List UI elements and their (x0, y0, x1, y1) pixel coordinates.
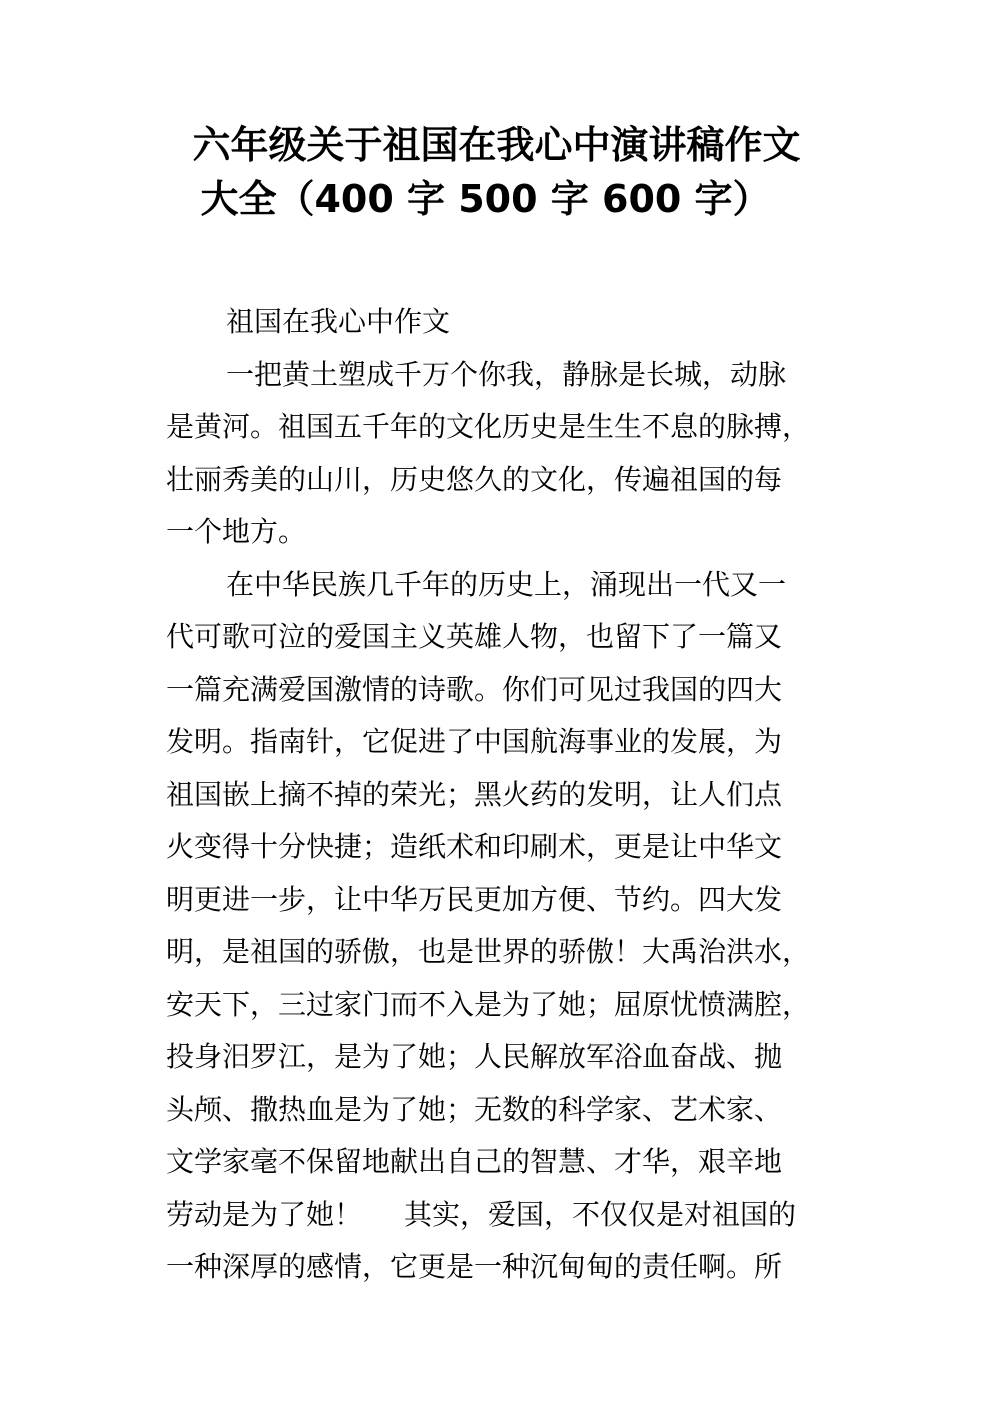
paragraph-1-line: 一把黄土塑成千万个你我，静脉是长城，动脉 (226, 357, 787, 391)
paragraph-2-line: 代可歌可泣的爱国主义英雄人物，也留下了一篇又 (166, 620, 783, 653)
paragraph-3-line: 一种深厚的感情，它更是一种沉甸甸的责任啊。所 (166, 1250, 783, 1283)
paragraph-2-line: 明更进一步，让中华万民更加方便、节约。四大发 (166, 882, 783, 916)
paragraph-2-line: 头颅、撒热血是为了她；无数的科学家、艺术家、 (166, 1092, 783, 1126)
document-body (166, 296, 834, 1294)
paragraph-1-line: 是黄河。祖国五千年的文化历史是生生不息的脉搏， (166, 410, 811, 443)
paragraph-3-start: 其实，爱国，不仅仅是对祖国的 (404, 1197, 797, 1231)
paragraph-1-line: 壮丽秀美的山川，历史悠久的文化，传遍祖国的每 (166, 462, 783, 496)
title-line-2: 大全（400 字 500 字 600 字） (200, 177, 771, 221)
section-subtitle: 祖国在我心中作文 (226, 305, 451, 338)
paragraph-2-line: 火变得十分快捷；造纸术和印刷术，更是让中华文 (166, 830, 783, 863)
paragraph-2-line: 明，是祖国的骄傲，也是世界的骄傲！大禹治洪水， (166, 935, 811, 968)
document-title (0, 118, 993, 226)
title-line-1: 六年级关于祖国在我心中演讲稿作文 (192, 123, 801, 167)
paragraph-2-ending: 劳动是为了她！ (166, 1197, 363, 1231)
paragraph-split-line (166, 1189, 834, 1242)
paragraph-2-line: 在中华民族几千年的历史上，涌现出一代又一 (226, 567, 787, 601)
paragraph-2-line: 文学家毫不保留地献出自己的智慧、才华，艰辛地 (166, 1145, 783, 1178)
paragraph-1-line: 一个地方。 (166, 515, 307, 548)
paragraph-2-line: 安天下，三过家门而不入是为了她；屈原忧愤满腔， (166, 987, 811, 1021)
paragraph-2-line: 一篇充满爱国激情的诗歌。你们可见过我国的四大 (166, 672, 783, 706)
paragraph-2-line: 祖国嵌上摘不掉的荣光；黑火药的发明，让人们点 (166, 777, 783, 811)
paragraph-2-line: 投身汨罗江，是为了她；人民解放军浴血奋战、抛 (166, 1040, 783, 1073)
paragraph-2-line: 发明。指南针，它促进了中国航海事业的发展，为 (166, 725, 783, 758)
